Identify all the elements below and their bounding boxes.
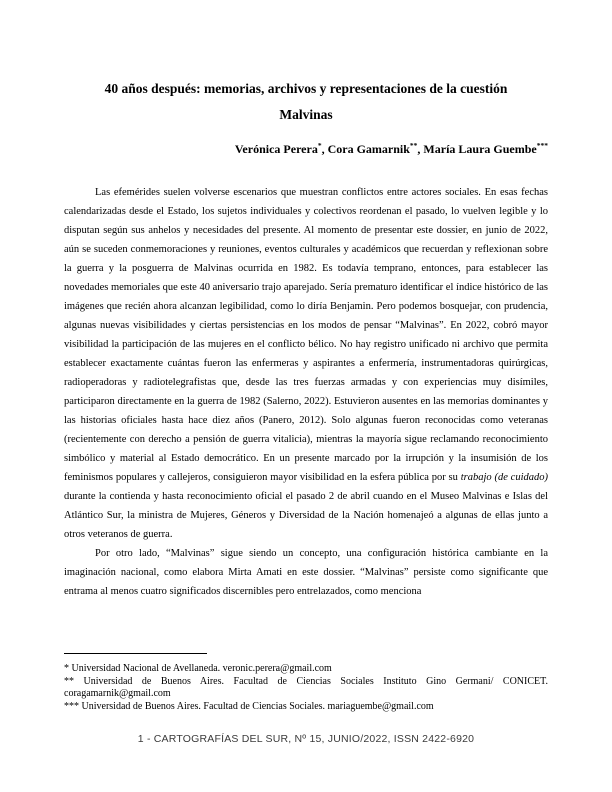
paragraph-2: Por otro lado, “Malvinas” sigue siendo un concepto, una configuración histórica cambiante en la imaginación nacional, como elabora Mirta Amati en este dossier. “Malvinas” persiste como significante que entrama al menos cuatro significados discernibles pero entrelazados, como menciona	[64, 548, 548, 597]
article-title-line-2: Malvinas	[279, 107, 333, 122]
footnote-affiliation-1: * Universidad Nacional de Avellaneda. veronic.perera@gmail.com	[64, 663, 332, 674]
author-3	[417, 142, 548, 156]
footnote-separator-rule	[64, 653, 207, 654]
page-footer	[0, 733, 612, 745]
paragraph-1-text-continued: durante la contienda y hasta reconocimiento oficial el pasado 2 de abril cuando en el Museo Malvinas e Islas del Atlántico Sur, la ministra de Mujeres, Géneros y Diversidad de la Nación homenajeó a algunas de ellas junto a otros veteranos de guerra.	[64, 491, 548, 540]
paragraph-1	[64, 183, 548, 544]
footnote-affiliation-3: *** Universidad de Buenos Aires. Facultad de Ciencias Sociales. mariaguembe@gmail.com	[64, 700, 434, 712]
paragraph-1-text: Las efemérides suelen volverse escenarios que muestran conflictos entre actores sociales. En esas fechas calendarizadas desde el Estado, los sujetos individuales y colectivos reordenan el pasado, lo vuelven legible y lo disputan según sus anhelos y necesidades del presente. Al momento de presentar este dossier, en junio de 2022, aún se suceden conmemoraciones y reuniones, eventos culturales y académicos que recuerdan y reflexionan sobre la guerra y la posguerra de Malvinas ocurrida en 1982. Es todavía temprano, entonces, para establecer las novedades memoriales que este 40 aniversario trajo aparejado. Sería prematuro identificar el índice histórico de las imágenes que recién ahora alcanzan legibilidad, como lo diría Benjamin. Pero podemos bosquejar, con prudencia, algunas nuevas visibilidades y ciertas persistencias en los modos de pensar “Malvinas”. En 2022, cobró mayor visibilidad la participación de las mujeres en el conflicto bélico. No hay registro unificado ni archivo que permita establecer exactamente cuántas fueron las enfermeras y aspirantes a enfermería, instrumentadoras quirúrgicas, radioperadoras y radiotelegrafistas que, desde las tres fuerzas armadas y con experiencias muy disímiles, participaron directamente en la guerra de 1982 (Salerno, 2022). Estuvieron ausentes en las memorias dominantes y las historias oficiales hasta hace diez años (Panero, 2012). Solo algunas fueron reconocidas como veteranas (recientemente con derecho a pensión de guerra vitalicia), mientras la mayoría sigue reclamando reconocimiento simbólico y material al Estado democrático. En un presente marcado por la irrupción y la insumisión de los feminismos populares y callejeros, consiguieron mayor visibilidad en la esfera pública por su	[64, 187, 548, 483]
author-1	[235, 142, 322, 156]
article-title-line-1: 40 años después: memorias, archivos y representaciones de la cuestión	[104, 81, 508, 96]
journal-footer-text: 1 - CARTOGRAFÍAS DEL SUR, Nº 15, JUNIO/2022, ISSN 2422-6920	[137, 733, 475, 745]
authors-line	[64, 141, 548, 158]
article-title	[64, 76, 548, 128]
footnote-area	[64, 653, 548, 713]
author-3-affiliation-marker: ***	[536, 141, 548, 150]
author-2	[322, 142, 418, 156]
author-3-name: , María Laura Guembe	[417, 142, 537, 156]
article-body	[64, 183, 548, 601]
author-1-affiliation-marker: *	[317, 141, 322, 150]
article-content	[64, 0, 548, 601]
footnote-affiliation-2: ** Universidad de Buenos Aires. Facultad de Ciencias Sociales Instituto Gino Germani/ CONICET. coragamarnik@gmail.com	[64, 675, 548, 699]
author-1-name: Verónica Perera	[234, 142, 318, 156]
author-2-affiliation-marker: **	[409, 141, 418, 150]
paragraph-1-italic-phrase: trabajo (de cuidado)	[460, 472, 549, 483]
author-2-name: , Cora Gamarnik	[321, 142, 410, 156]
